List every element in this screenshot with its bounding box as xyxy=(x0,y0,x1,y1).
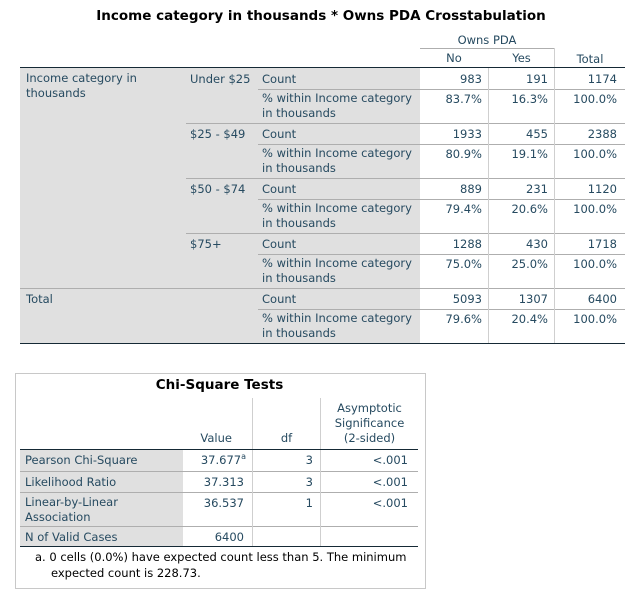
count-total: 2388 xyxy=(587,127,617,141)
pct-label-2: in thousands xyxy=(262,161,336,175)
chisq-title: Chi-Square Tests xyxy=(155,377,284,393)
likelihood-value: 37.313 xyxy=(203,475,244,489)
sig-header-2: Significance xyxy=(334,416,405,430)
row-label-pearson: Pearson Chi-Square xyxy=(25,453,138,467)
pct-total: 100.0% xyxy=(573,202,617,216)
pct-label-2: in thousands xyxy=(262,106,336,120)
count-total: 1718 xyxy=(587,237,617,251)
count-label: Count xyxy=(262,72,297,86)
pct-label: % within Income category xyxy=(262,146,412,160)
row-rule xyxy=(258,309,625,310)
total-row-label: Total xyxy=(26,292,53,306)
pct-label-2: in thousands xyxy=(262,326,336,340)
chisq-header-vline-2 xyxy=(320,398,321,450)
group-label-under-25: Under $25 xyxy=(190,72,251,86)
crosstab-title: Income category in thousands * Owns PDA Crosstabulation xyxy=(96,8,546,24)
count-label: Count xyxy=(262,292,297,306)
chisq-header-vline-1 xyxy=(252,398,253,450)
count-label: Count xyxy=(262,127,297,141)
pct-yes: 20.6% xyxy=(511,202,548,216)
count-total: 1120 xyxy=(587,182,617,196)
likelihood-df: 3 xyxy=(305,475,313,489)
row-rule xyxy=(258,144,625,145)
chisq-row-rule xyxy=(20,471,418,472)
data-vline-no-yes xyxy=(488,68,489,343)
count-label: Count xyxy=(262,182,297,196)
count-no: 983 xyxy=(460,72,482,86)
pct-total: 100.0% xyxy=(573,257,617,271)
chisq-data-vline-2 xyxy=(320,450,321,546)
pct-label-2: in thousands xyxy=(262,271,336,285)
pct-total: 100.0% xyxy=(573,92,617,106)
n-valid-value: 6400 xyxy=(214,530,244,544)
row-rule xyxy=(258,199,625,200)
pct-no: 83.7% xyxy=(445,92,482,106)
group-rule xyxy=(186,233,625,234)
count-no: 1288 xyxy=(452,237,482,251)
group-label-75-plus: $75+ xyxy=(190,237,222,251)
footnote-marker: a xyxy=(241,452,246,462)
pct-total: 100.0% xyxy=(573,147,617,161)
chisq-bottom-rule xyxy=(20,546,418,547)
row-label-n-valid: N of Valid Cases xyxy=(25,530,118,544)
count-no: 889 xyxy=(460,182,482,196)
chisq-row-rule xyxy=(20,526,418,527)
total-rule xyxy=(20,288,625,289)
sig-header-1: Asymptotic xyxy=(337,401,402,415)
group-rule xyxy=(186,178,625,179)
pct-label: % within Income category xyxy=(262,91,412,105)
pct-no: 79.4% xyxy=(445,202,482,216)
pct-yes: 25.0% xyxy=(511,257,548,271)
col-group-header: Owns PDA xyxy=(457,33,517,47)
pct-label: % within Income category xyxy=(262,311,412,325)
linear-sig: <.001 xyxy=(372,496,408,510)
crosstab-bottom-rule xyxy=(20,343,625,344)
total-pct-no: 79.6% xyxy=(445,312,482,326)
pearson-value xyxy=(183,453,246,468)
pearson-value-number: 37.677 xyxy=(200,453,242,467)
total-pct-total: 100.0% xyxy=(573,312,617,326)
count-label: Count xyxy=(262,237,297,251)
linear-df: 1 xyxy=(305,496,313,510)
total-count-no: 5093 xyxy=(452,292,482,306)
likelihood-sig: <.001 xyxy=(372,475,408,489)
chisq-data-vline-1 xyxy=(252,450,253,546)
col-group-rule xyxy=(420,48,554,49)
row-rule xyxy=(258,89,625,90)
col-header-total: Total xyxy=(576,52,604,66)
count-yes: 430 xyxy=(526,237,548,251)
df-header: df xyxy=(280,431,293,445)
col-header-no: No xyxy=(446,51,462,65)
value-header: Value xyxy=(200,431,232,445)
group-rule xyxy=(186,123,625,124)
count-yes: 455 xyxy=(526,127,548,141)
pct-label: % within Income category xyxy=(262,201,412,215)
pct-no: 80.9% xyxy=(445,147,482,161)
total-count-yes: 1307 xyxy=(518,292,548,306)
data-vline-yes-total xyxy=(554,68,555,343)
pct-label: % within Income category xyxy=(262,256,412,270)
row-label-linear-2: Association xyxy=(25,510,91,524)
pct-no: 75.0% xyxy=(445,257,482,271)
pearson-sig: <.001 xyxy=(372,453,408,467)
group-label-25-49: $25 - $49 xyxy=(190,127,246,141)
pct-yes: 16.3% xyxy=(511,92,548,106)
row-label-linear-1: Linear-by-Linear xyxy=(25,495,118,509)
pct-yes: 19.1% xyxy=(511,147,548,161)
total-pct-yes: 20.4% xyxy=(511,312,548,326)
row-rule xyxy=(258,254,625,255)
count-yes: 231 xyxy=(526,182,548,196)
linear-value: 36.537 xyxy=(203,496,244,510)
pearson-df: 3 xyxy=(305,453,313,467)
chisq-row-rule xyxy=(20,492,418,493)
row-label-likelihood: Likelihood Ratio xyxy=(25,475,117,489)
count-yes: 191 xyxy=(526,72,548,86)
header-vline-yes xyxy=(554,48,555,68)
count-no: 1933 xyxy=(452,127,482,141)
group-label-50-74: $50 - $74 xyxy=(190,182,246,196)
sig-header-3: (2-sided) xyxy=(343,431,396,445)
footnote-2: expected count is 228.73. xyxy=(51,566,201,580)
col-header-yes: Yes xyxy=(512,51,531,65)
pct-label-2: in thousands xyxy=(262,216,336,230)
total-count-total: 6400 xyxy=(587,292,617,306)
count-total: 1174 xyxy=(587,72,617,86)
footnote: a. 0 cells (0.0%) have expected count less than 5. The minimum xyxy=(35,550,407,564)
row-var-label: Income category in thousands xyxy=(26,71,137,100)
